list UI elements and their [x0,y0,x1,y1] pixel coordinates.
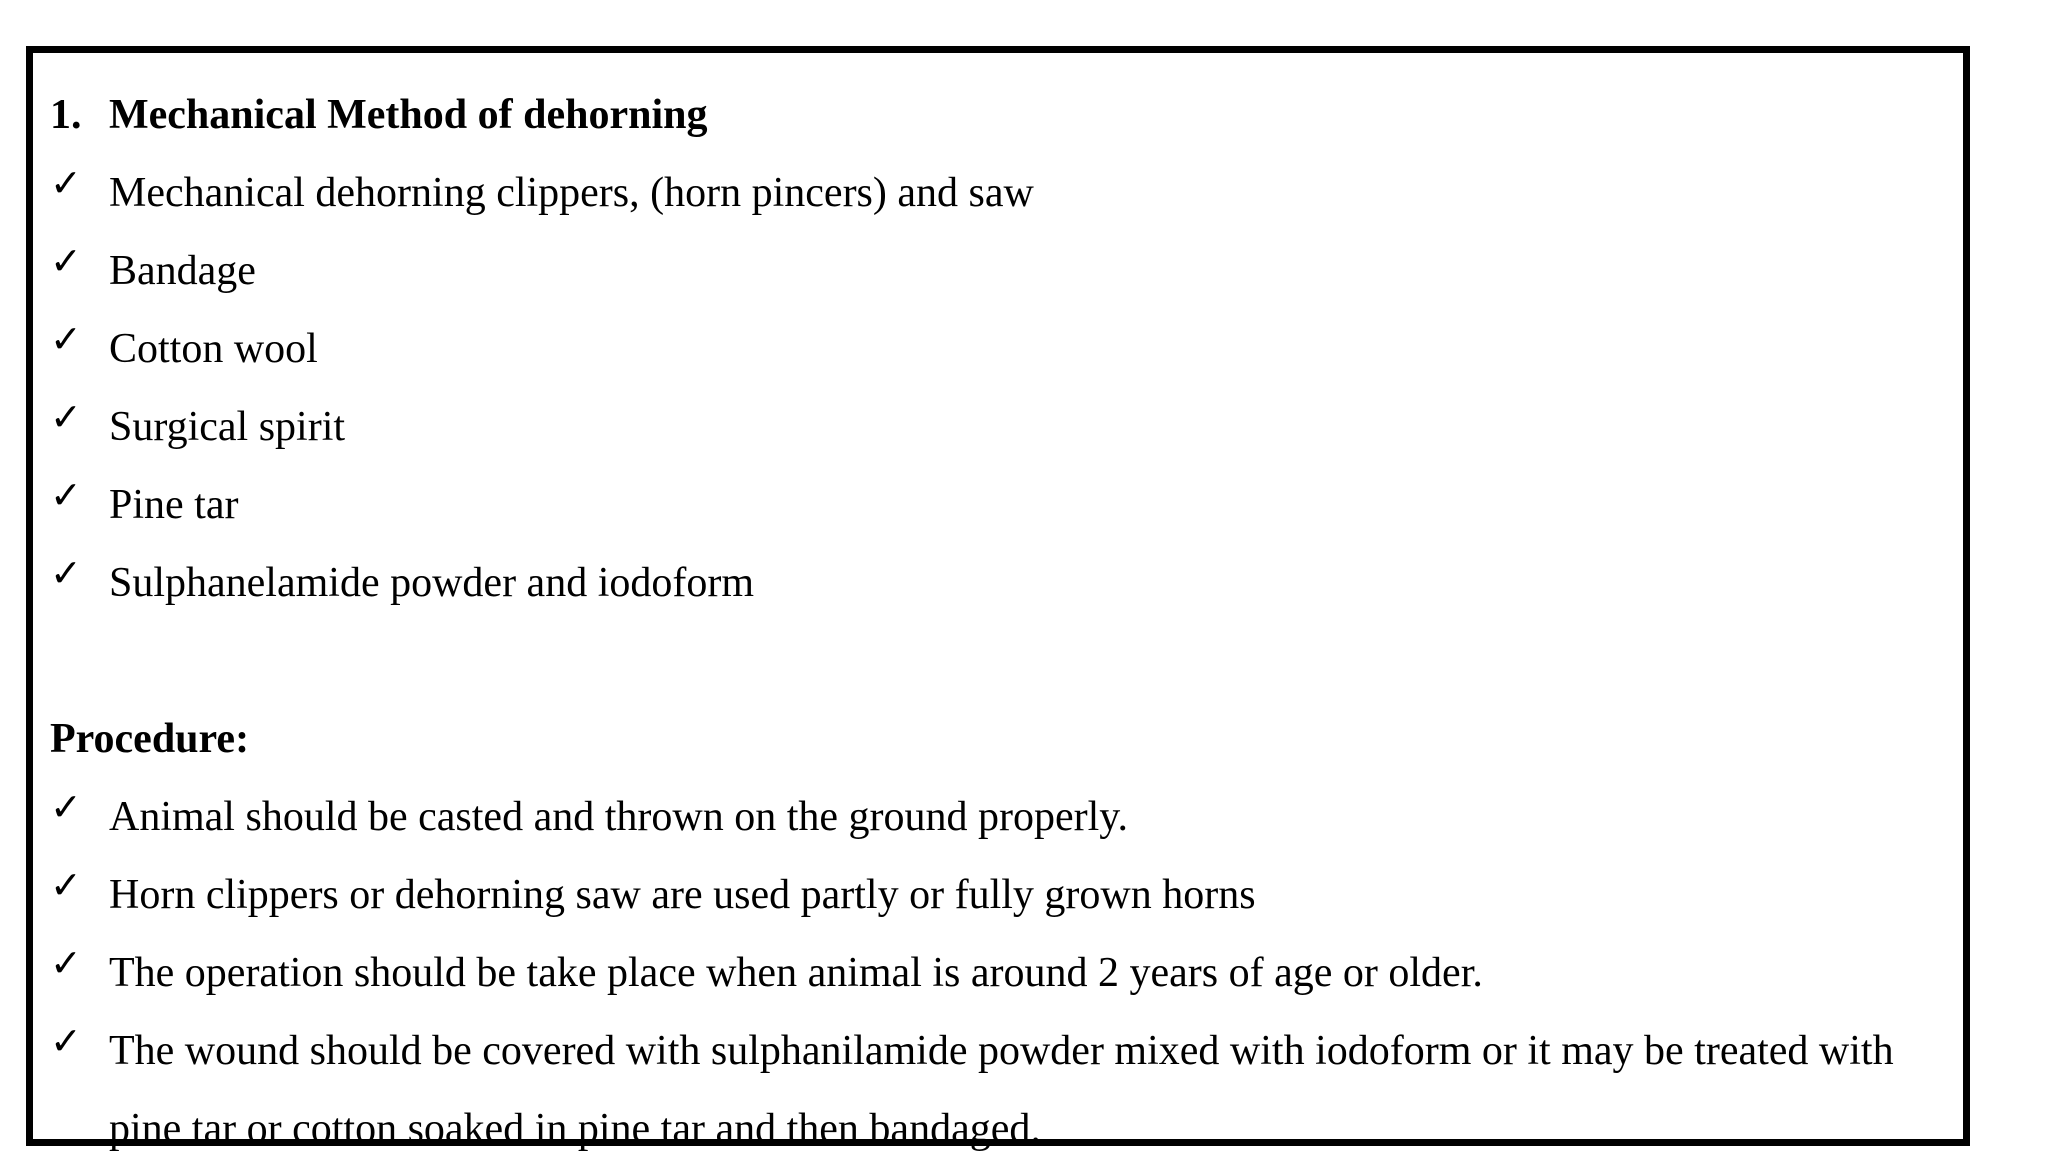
checkmark-icon: ✓ [50,785,82,829]
materials-item-text: Bandage [109,248,256,294]
materials-item-text: Mechanical dehorning clippers, (horn pincers) and saw [109,170,1034,216]
materials-item-text: Cotton wool [109,326,318,372]
procedure-heading: Procedure: [50,716,250,762]
materials-item-text: Pine tar [109,482,239,528]
checkmark-icon: ✓ [50,395,82,439]
procedure-step-text: The wound should be covered with sulphanilamide powder mixed with iodoform or it may be treated with [109,1028,1894,1074]
procedure-step-text: pine tar or cotton soaked in pine tar and then bandaged. [109,1106,1041,1152]
checkmark-icon: ✓ [50,473,82,517]
checkmark-icon: ✓ [50,161,82,205]
checkmark-icon: ✓ [50,863,82,907]
materials-item-text: Surgical spirit [109,404,346,450]
materials-item-text: Sulphanelamide powder and iodoform [109,560,755,606]
procedure-step-text: The operation should be take place when animal is around 2 years of age or older. [109,950,1483,996]
checkmark-icon: ✓ [50,239,82,283]
procedure-step-text: Horn clippers or dehorning saw are used partly or fully grown horns [109,872,1256,918]
section-number: 1. [50,92,82,138]
checkmark-icon: ✓ [50,941,82,985]
section-title: Mechanical Method of dehorning [109,92,708,138]
checkmark-icon: ✓ [50,317,82,361]
document-frame [26,46,1970,1152]
checkmark-icon: ✓ [50,1019,82,1063]
procedure-step-text: Animal should be casted and thrown on the ground properly. [109,794,1129,840]
checkmark-icon: ✓ [50,551,82,595]
